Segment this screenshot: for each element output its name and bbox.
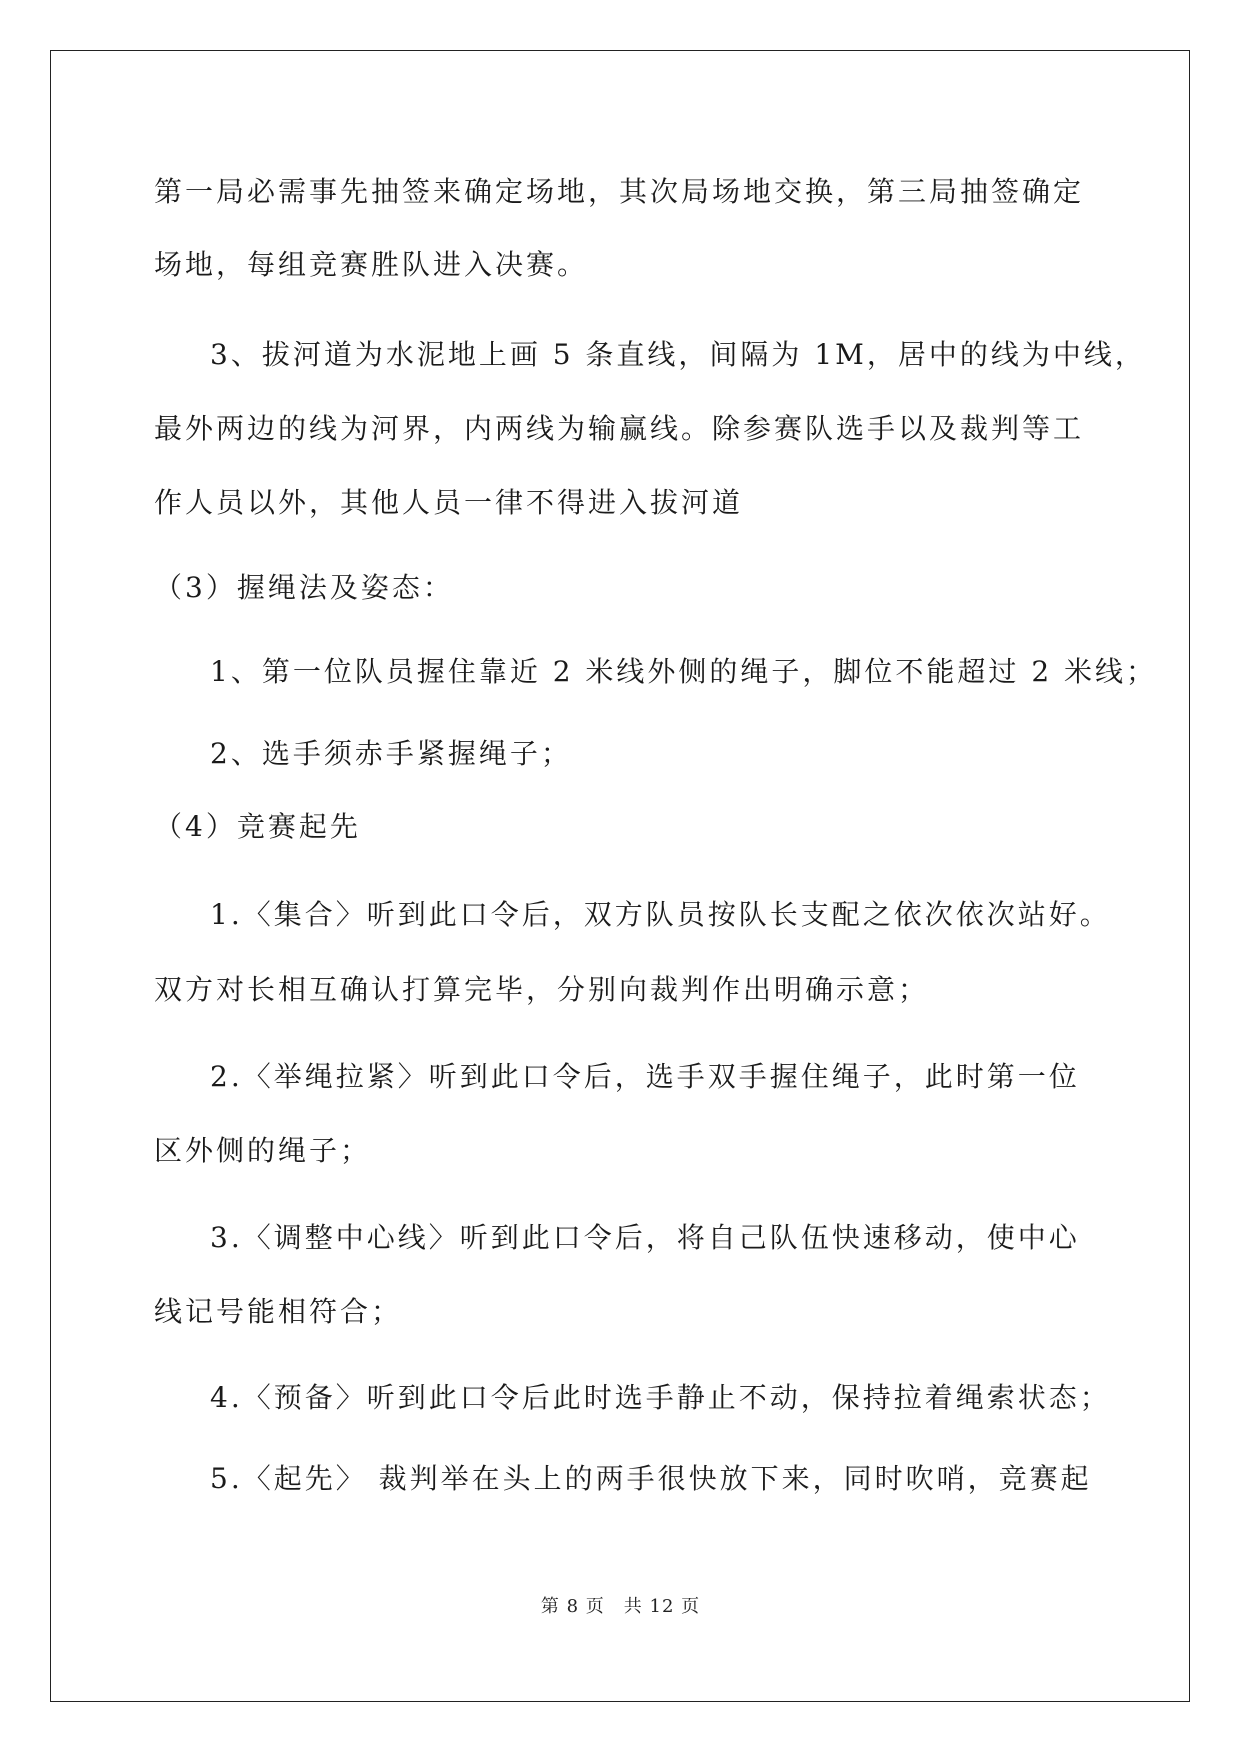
paragraph-line: 1.〈集合〉听到此口令后，双方队员按队长支配之依次依次站好。: [210, 898, 1111, 931]
paragraph-line: 2、选手须赤手紧握绳子；: [210, 737, 572, 770]
page-label: 第 8 页 共 12 页: [540, 1596, 701, 1617]
paragraph-line: 场地，每组竞赛胜队进入决赛。: [154, 248, 589, 281]
paragraph-line: 1、第一位队员握住靠近 2 米线外侧的绳子，脚位不能超过 2 米线；: [210, 655, 1158, 688]
paragraph-line: 5.〈起先〉 裁判举在头上的两手很快放下来，同时吹哨，竞赛起: [210, 1462, 1092, 1495]
paragraph-line: 4.〈预备〉听到此口令后此时选手静止不动，保持拉着绳索状态；: [210, 1381, 1111, 1414]
paragraph-line: 最外两边的线为河界，内两线为输赢线。除参赛队选手以及裁判等工: [154, 412, 1085, 445]
page-border: [50, 50, 1190, 1702]
paragraph-line: 第一局必需事先抽签来确定场地，其次局场地交换，第三局抽签确定: [154, 175, 1085, 208]
paragraph-line: 3.〈调整中心线〉听到此口令后，将自己队伍快速移动，使中心: [210, 1221, 1080, 1254]
paragraph-line: 2.〈举绳拉紧〉听到此口令后，选手双手握住绳子，此时第一位: [210, 1060, 1080, 1093]
paragraph-line: 3、拔河道为水泥地上画 5 条直线，间隔为 1M，居中的线为中线，: [210, 338, 1146, 371]
paragraph-line: 作人员以外，其他人员一律不得进入拔河道: [154, 486, 744, 519]
section-heading: （4）竞赛起先: [154, 810, 361, 843]
section-heading: （3）握绳法及姿态：: [154, 571, 454, 604]
paragraph-line: 区外侧的绳子；: [154, 1134, 372, 1167]
page-number-footer: [0, 1592, 1241, 1618]
paragraph-line: 双方对长相互确认打算完毕，分别向裁判作出明确示意；: [154, 973, 930, 1006]
paragraph-line: 线记号能相符合；: [154, 1295, 403, 1328]
